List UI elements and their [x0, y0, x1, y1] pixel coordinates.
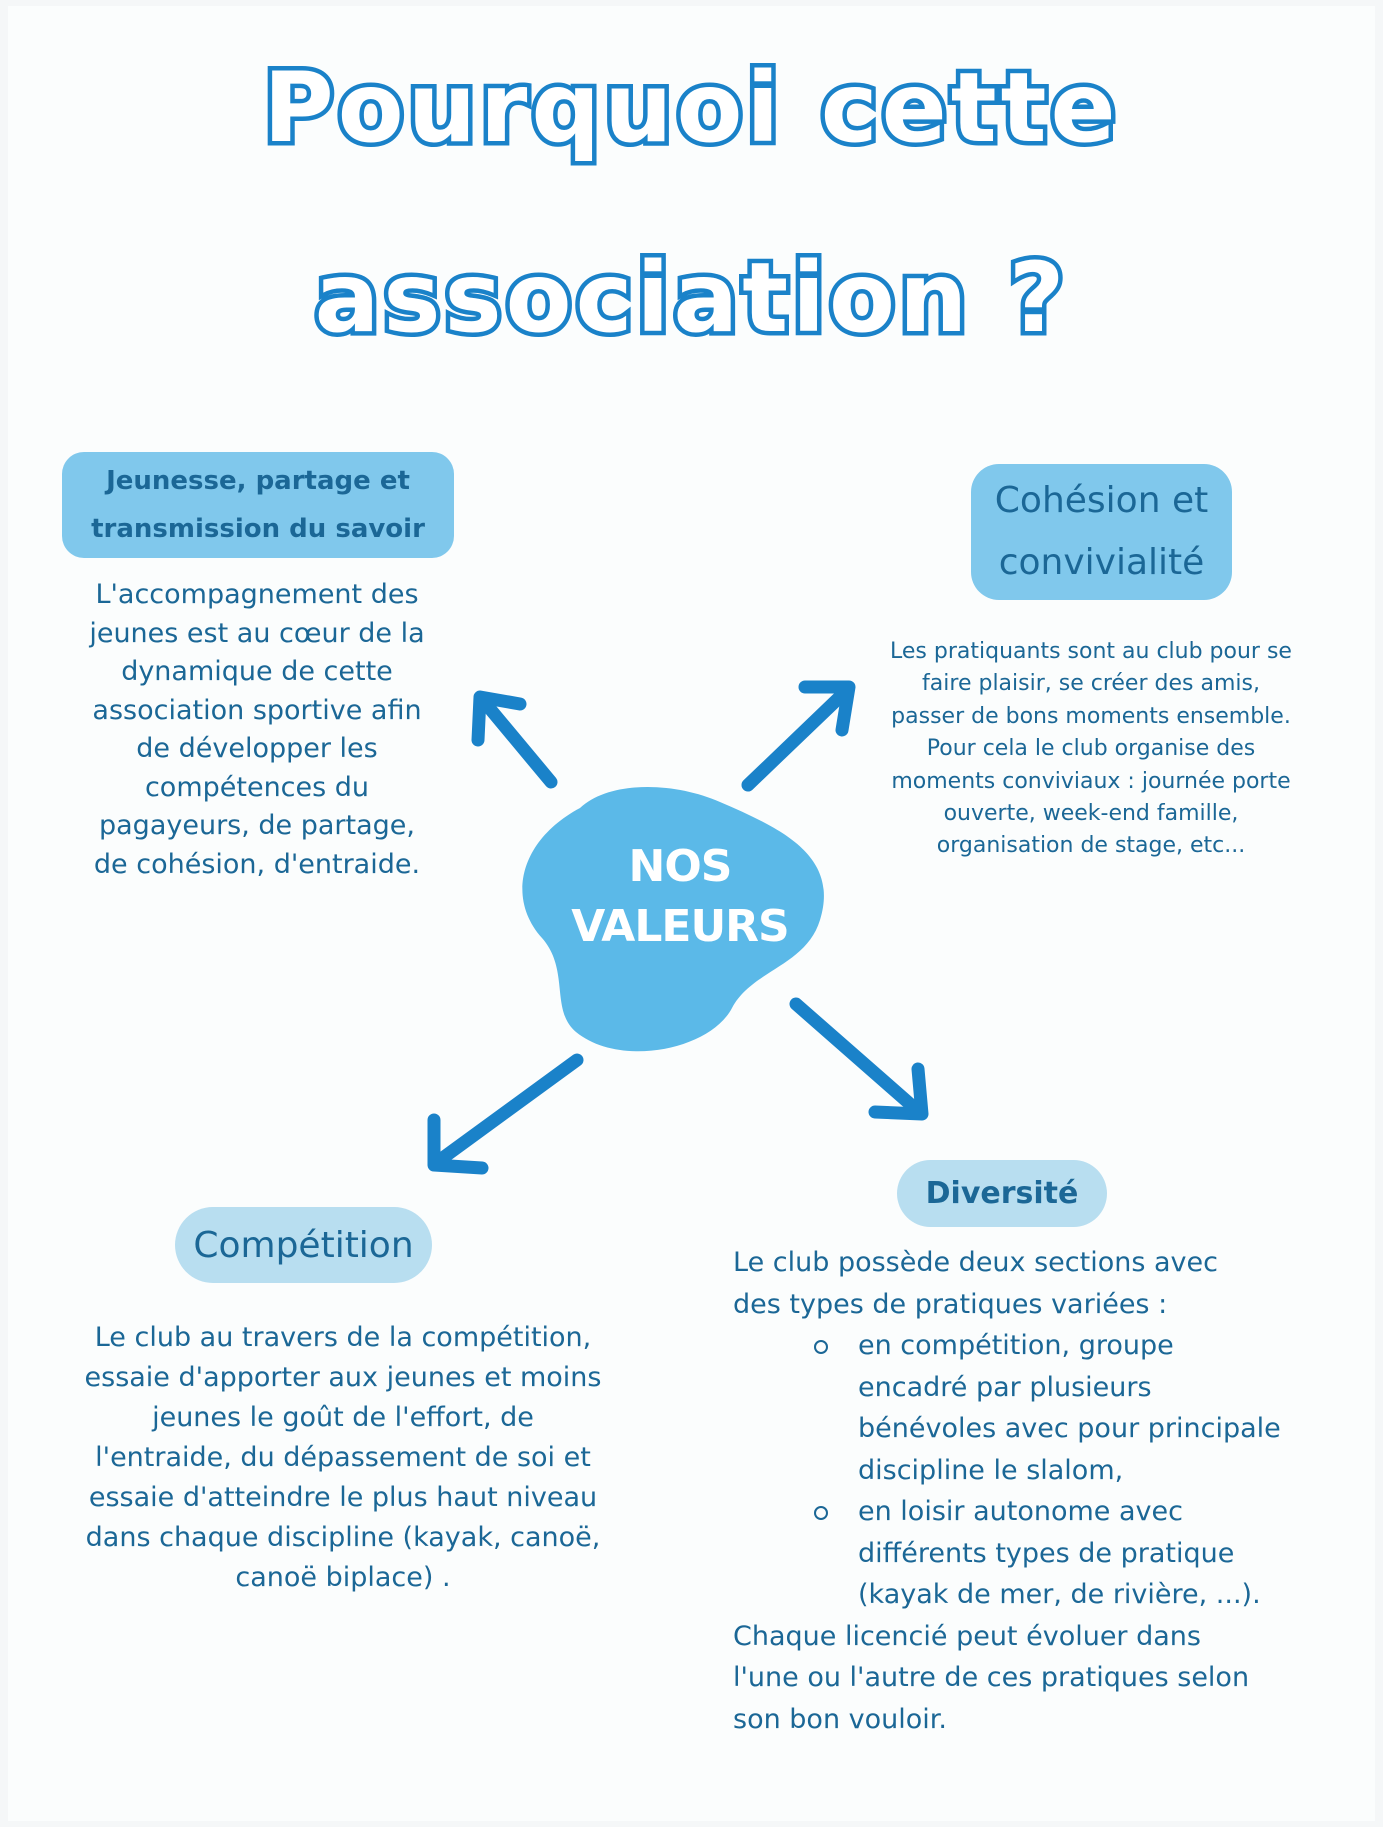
competition-heading-pill	[175, 1207, 432, 1283]
jeunesse-heading-line-2: transmission du savoir	[91, 514, 425, 544]
page-title-line-1: Pourquoi cette	[263, 52, 1120, 164]
competition-text-line: jeunes le goût de l'effort, de	[152, 1402, 534, 1433]
diversite-bullet-line: en compétition, groupe	[858, 1330, 1174, 1361]
competition-text-line: l'entraide, du dépassement de soi et	[95, 1442, 591, 1473]
diversite-outro-line: l'une ou l'autre de ces pratiques selon	[733, 1662, 1250, 1693]
competition-text-line: essaie d'atteindre le plus haut niveau	[88, 1482, 598, 1513]
jeunesse-text-line: de cohésion, d'entraide.	[93, 848, 421, 880]
diversite-heading: Diversité	[925, 1176, 1079, 1211]
competition-description	[58, 1318, 628, 1598]
diversite-bullet-line: discipline le slalom,	[858, 1454, 1124, 1486]
cohesion-heading-line-1: Cohésion et	[994, 480, 1209, 521]
competition-text-line: Le club au travers de la compétition,	[94, 1322, 592, 1353]
nos-valeurs-line-2: VALEURS	[571, 901, 789, 952]
diversite-intro-line: Le club possède deux sections avec	[733, 1247, 1218, 1278]
jeunesse-text-line: dynamique de cette	[121, 656, 393, 687]
competition-text-line: dans chaque discipline (kayak, canoë,	[85, 1522, 601, 1553]
diversite-bullet-line: en loisir autonome avec	[858, 1496, 1183, 1527]
cohesion-text-line: Pour cela le club organise des	[926, 736, 1256, 762]
diversite-bullet-list	[733, 1325, 1333, 1616]
jeunesse-text-line: association sportive afin	[92, 694, 422, 726]
jeunesse-text-line: compétences du	[144, 771, 370, 803]
diversite-bullet-line: bénévoles avec pour principale	[858, 1413, 1281, 1444]
circle-bullet-icon	[814, 1506, 828, 1520]
diversite-outro-line: Chaque licencié peut évoluer dans	[733, 1620, 1201, 1652]
cohesion-heading-pill	[971, 464, 1232, 600]
cohesion-heading-line-2: convivialité	[998, 542, 1205, 583]
cohesion-description	[856, 636, 1326, 863]
jeunesse-heading-pill	[62, 452, 454, 558]
cohesion-text-line: organisation de stage, etc...	[936, 833, 1246, 859]
diversite-bullet-line: (kayak de mer, de rivière, ...).	[858, 1579, 1261, 1610]
jeunesse-text-line: L'accompagnement des	[95, 579, 419, 610]
diversite-bullet-item	[858, 1491, 1333, 1616]
circle-bullet-icon	[814, 1340, 828, 1354]
nos-valeurs-label	[545, 837, 815, 957]
competition-text-line: canoë biplace) .	[235, 1562, 451, 1593]
diversite-bullet-line: encadré par plusieurs	[858, 1371, 1152, 1403]
diversite-intro-line: des types de pratiques variées :	[733, 1288, 1168, 1320]
diversite-heading-pill	[897, 1160, 1107, 1227]
diversite-description	[733, 1242, 1333, 1740]
jeunesse-heading-line-1: Jeunesse, partage et	[106, 466, 410, 496]
cohesion-text-line: passer de bons moments ensemble.	[891, 703, 1291, 729]
cohesion-text-line: faire plaisir, se créer des amis,	[922, 671, 1260, 697]
cohesion-text-line: ouverte, week-end famille,	[943, 801, 1239, 827]
jeunesse-text-line: de développer les	[136, 733, 378, 764]
competition-heading: Compétition	[193, 1224, 414, 1266]
diversite-outro-line: son bon vouloir.	[733, 1703, 947, 1735]
jeunesse-text-line: pagayeurs, de partage,	[99, 810, 415, 841]
competition-text-line: essaie d'apporter aux jeunes et moins	[84, 1362, 602, 1393]
cohesion-text-line: moments conviviaux : journée porte	[891, 768, 1291, 794]
diversite-bullet-line: différents types de pratique	[858, 1537, 1235, 1569]
nos-valeurs-line-1: NOS	[628, 841, 732, 892]
jeunesse-text-line: jeunes est au cœur de la	[89, 617, 425, 649]
arrow-down-left-icon	[434, 1060, 577, 1168]
diversite-bullet-item	[858, 1325, 1333, 1491]
page-title-line-2: association ?	[314, 242, 1069, 354]
cohesion-text-line: Les pratiquants sont au club pour se	[890, 639, 1292, 664]
jeunesse-description	[52, 576, 462, 884]
